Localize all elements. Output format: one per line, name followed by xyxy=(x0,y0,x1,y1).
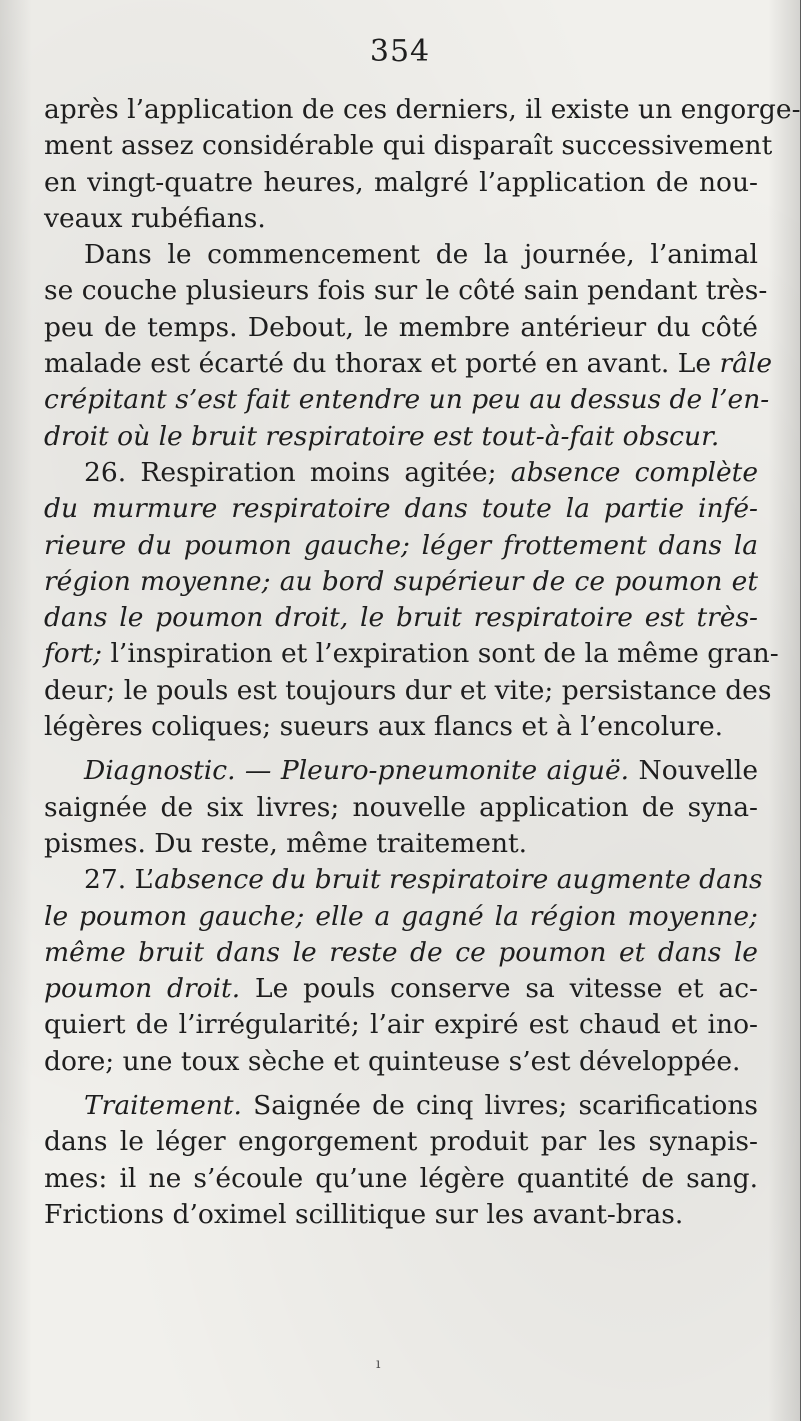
text-segment: après l’application de ces derniers, il existe un engorge- xyxy=(44,94,801,125)
text-segment: pismes. Du reste, même traitement. xyxy=(44,827,528,859)
text-line xyxy=(44,564,758,600)
italic-text: fort; xyxy=(44,638,103,670)
text-segment: dore; une toux sèche et quinteuse s’est développée. xyxy=(44,1045,741,1077)
text-line xyxy=(44,1161,758,1197)
text-line xyxy=(44,491,758,527)
text-segment: Dans le commencement de la journée, l’animal xyxy=(84,239,758,271)
italic-text: absence du bruit respiratoire augmente dans xyxy=(154,864,763,896)
text-segment: légères coliques; sueurs aux flancs et à l’encolure. xyxy=(44,711,724,743)
text-line xyxy=(44,165,758,201)
text-line xyxy=(44,382,770,418)
text-line xyxy=(44,528,758,564)
italic-text: rieure du poumon gauche; léger frottement dans la xyxy=(44,529,758,561)
italic-text: Diagnostic. — Pleuro-pneumonite aiguë. xyxy=(84,755,630,787)
italic-text: poumon droit. xyxy=(44,973,241,1005)
text-line xyxy=(44,709,758,745)
italic-text: crépitant s’est fait entendre un peu au dessus de l’en- xyxy=(44,384,770,416)
text-line xyxy=(44,273,768,309)
italic-text: région moyenne; au bord supérieur de ce poumon et xyxy=(44,565,758,597)
text-line xyxy=(44,1124,758,1160)
text-line xyxy=(44,1197,758,1233)
italic-text: Traitement. xyxy=(84,1090,242,1122)
body-text xyxy=(44,92,801,1233)
italic-text: droit où le bruit respiratoire est tout-à-fait obscur. xyxy=(44,420,720,452)
text-line xyxy=(44,419,758,455)
text-segment: 26. Respiration moins agitée; xyxy=(84,456,511,488)
text-line xyxy=(44,862,763,898)
text-line xyxy=(44,600,758,636)
text-segment: deur; le pouls est toujours dur et vite; persistance des xyxy=(44,674,772,706)
italic-text: râle xyxy=(719,348,773,380)
text-line xyxy=(44,636,779,672)
text-line xyxy=(44,1088,758,1124)
text-line xyxy=(44,1007,758,1043)
text-segment: se couche plusieurs fois sur le côté sain pendant très- xyxy=(44,275,768,307)
text-segment: dans le léger engorgement produit par les synapis- xyxy=(44,1126,758,1158)
text-segment: ment assez considérable qui disparaît successivement xyxy=(44,130,773,162)
text-segment: malade est écarté du thorax et porté en avant. Le xyxy=(44,348,720,380)
text-segment: Nouvelle xyxy=(629,755,759,787)
text-line xyxy=(44,826,758,862)
italic-text: du murmure respiratoire dans toute la partie infé- xyxy=(44,493,758,525)
text-line xyxy=(44,128,773,164)
text-segment: mes: il ne s’écoule qu’une légère quantité de sang. xyxy=(44,1162,758,1194)
text-segment: l’inspiration et l’expiration sont de la même gran- xyxy=(102,638,779,670)
text-segment: quiert de l’irrégularité; l’air expiré est chaud et ino- xyxy=(44,1009,758,1041)
text-line xyxy=(44,935,758,971)
text-segment: 27. L’ xyxy=(84,864,155,896)
italic-text: dans le poumon droit, le bruit respiratoire est très- xyxy=(44,602,758,634)
page-number: 354 xyxy=(369,34,431,69)
italic-text: le poumon gauche; elle a gagné la région moyenne; xyxy=(44,900,758,932)
text-line xyxy=(44,310,758,346)
text-segment: Frictions d’oximel scillitique sur les avant-bras. xyxy=(44,1198,684,1230)
text-segment: en vingt-quatre heures, malgré l’application de nou- xyxy=(44,166,758,198)
text-segment: saignée de six livres; nouvelle application de syna- xyxy=(44,791,758,823)
text-segment: Saignée de cinq livres; scarifications xyxy=(241,1090,758,1122)
text-line xyxy=(44,673,772,709)
text-line xyxy=(44,971,758,1007)
text-line xyxy=(44,346,773,382)
text-segment: peu de temps. Debout, le membre antérieur du côté xyxy=(44,311,758,343)
text-line xyxy=(44,92,801,128)
text-line xyxy=(44,753,758,789)
italic-text: absence complète xyxy=(510,456,759,488)
text-line xyxy=(44,1044,758,1080)
text-segment: Le pouls conserve sa vitesse et ac- xyxy=(240,973,758,1005)
text-line xyxy=(44,237,758,273)
text-line xyxy=(44,899,758,935)
ink-mark: ı xyxy=(376,1356,381,1372)
italic-text: même bruit dans le reste de ce poumon et dans le xyxy=(44,936,758,968)
text-line xyxy=(44,201,758,237)
text-line xyxy=(44,790,758,826)
text-line xyxy=(44,455,758,491)
text-segment: veaux rubéfians. xyxy=(44,202,266,234)
